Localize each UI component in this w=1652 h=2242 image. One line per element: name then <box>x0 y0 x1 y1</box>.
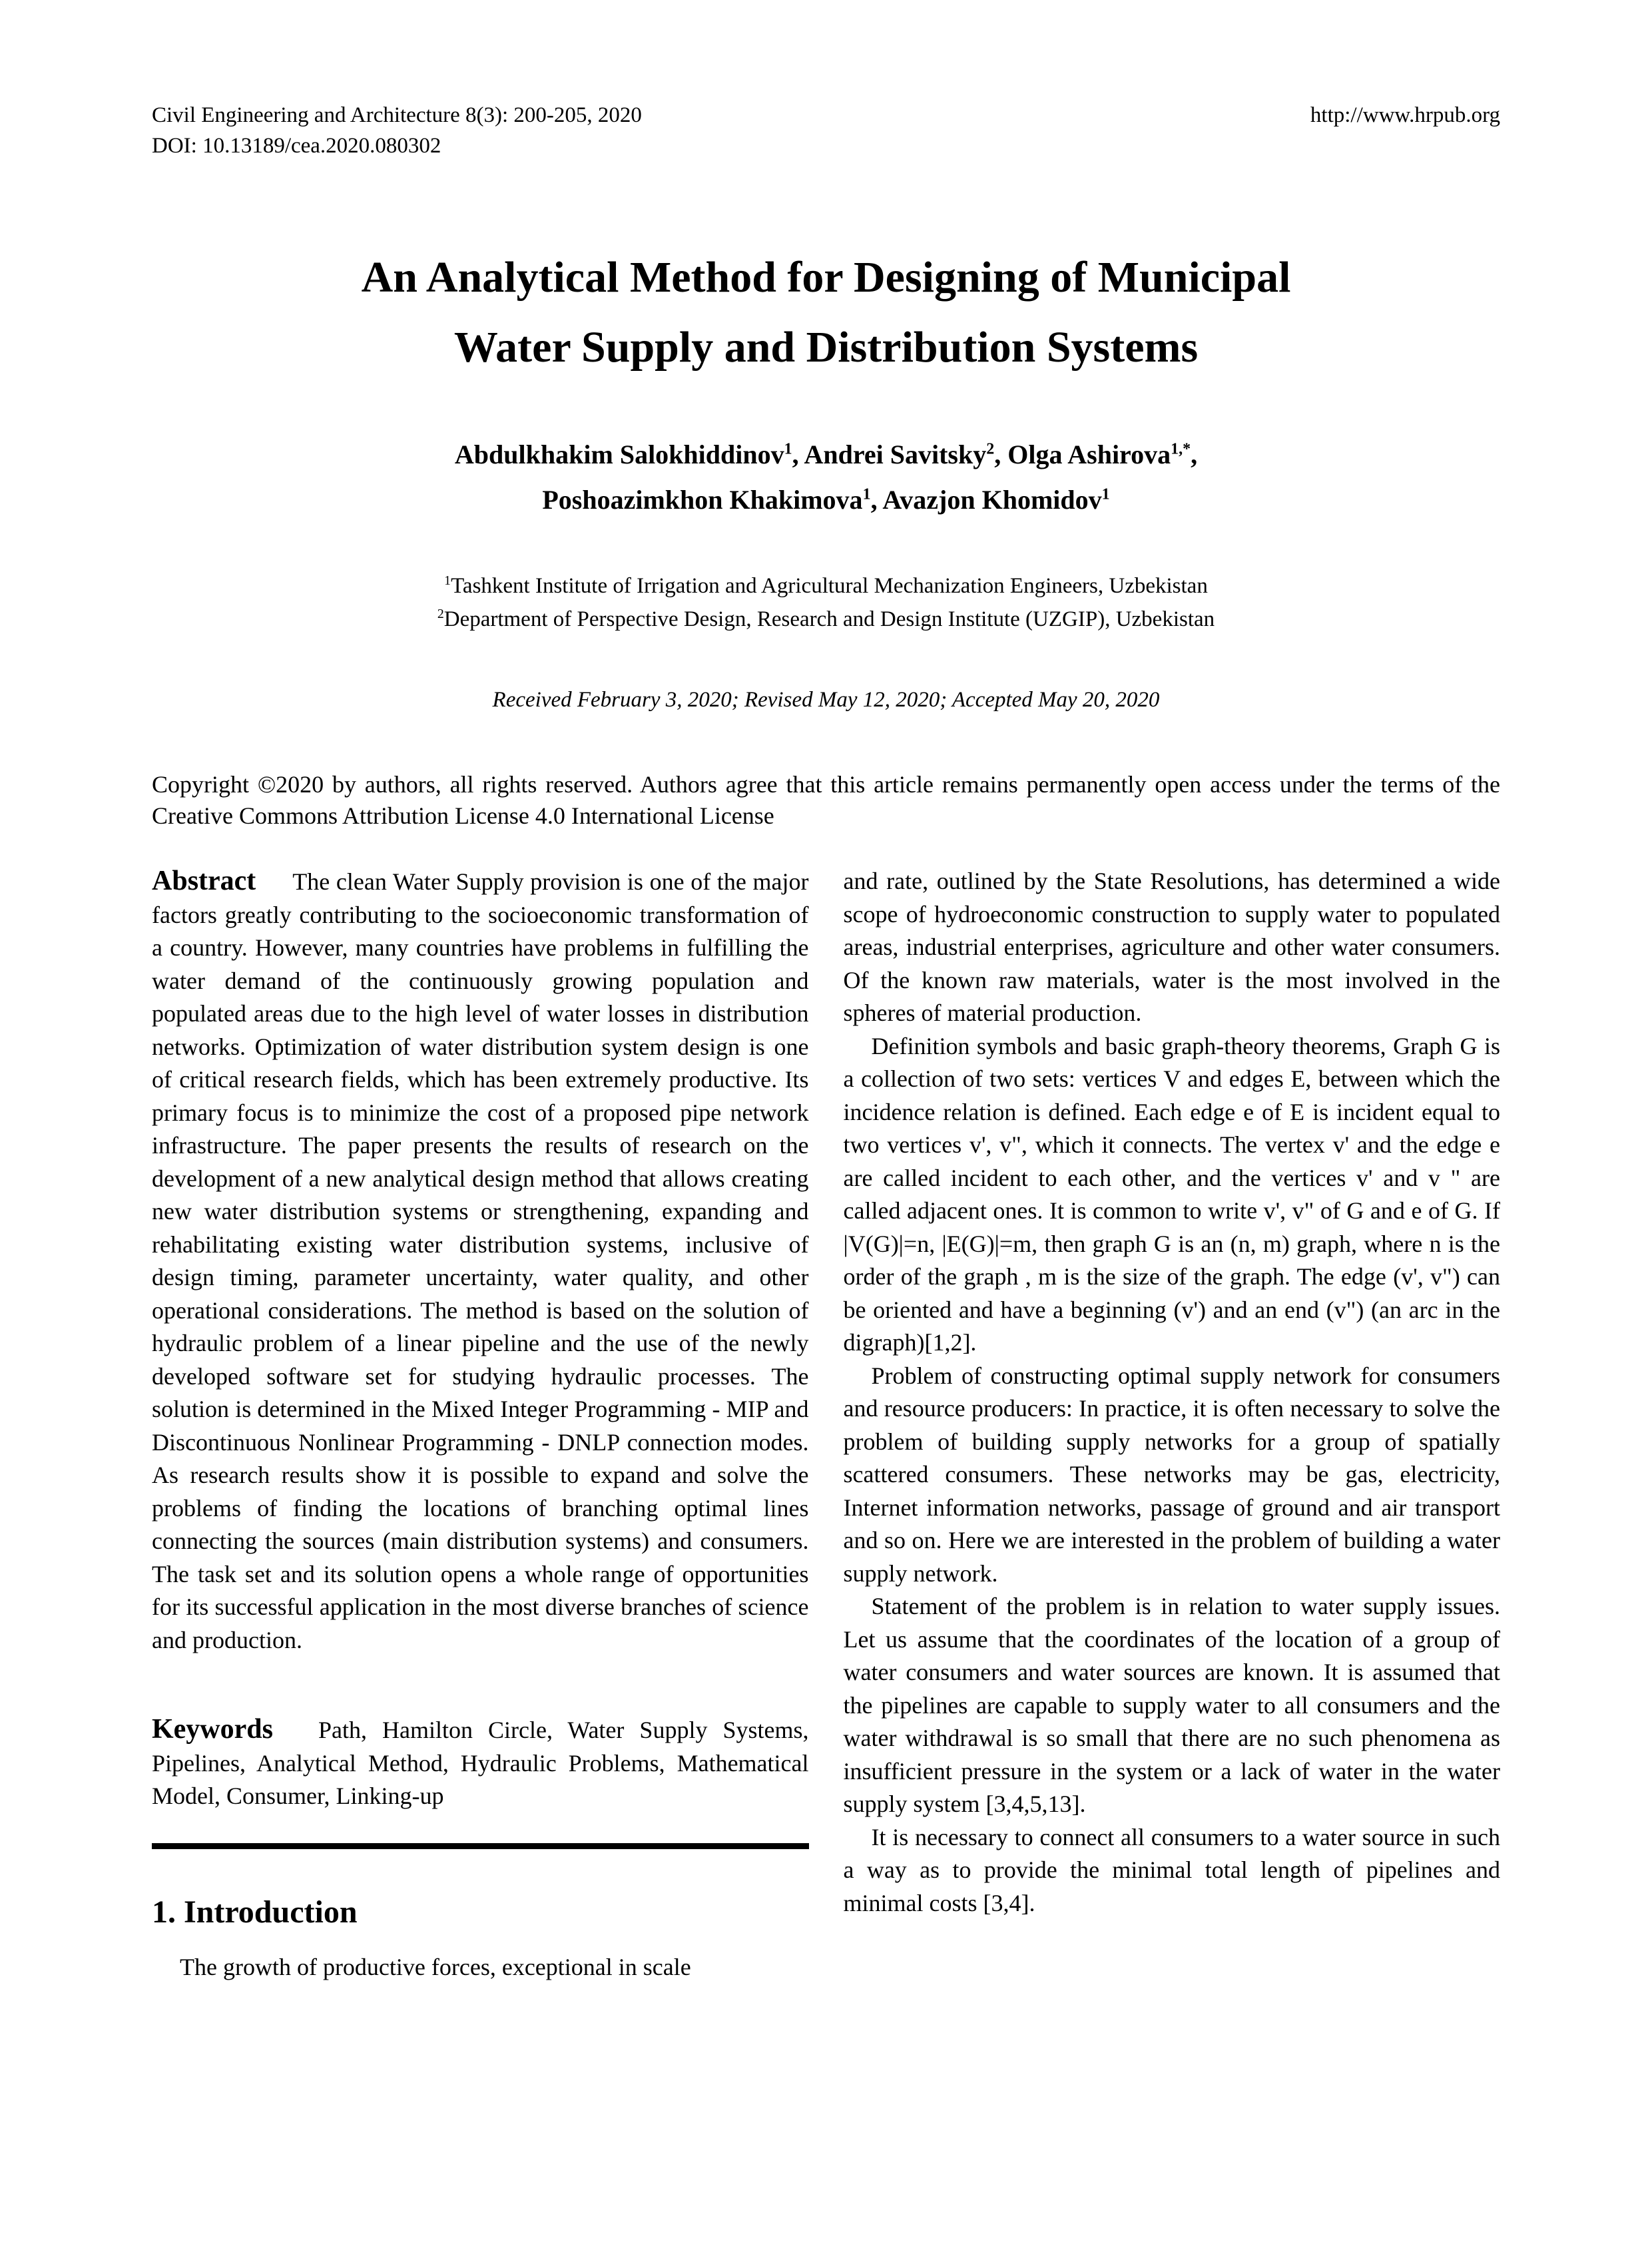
keywords-label: Keywords <box>152 1714 273 1745</box>
affiliation-1 <box>152 569 1500 603</box>
author-affiliation-mark: 2 <box>986 440 995 458</box>
left-column <box>152 865 809 1984</box>
affiliation-mark: 1 <box>444 573 451 588</box>
body-paragraph: Problem of constructing optimal supply network for consumers and resource producers: In practice, it is often necessary to solve the problem of building supply networks for a group of spatially scattered consumers. These networks may be gas, electricity, Internet information networks, passage of ground and air transport and so on. Here we are interested in the problem of building a water supply network. <box>843 1362 1500 1587</box>
affiliation-text: Tashkent Institute of Irrigation and Agricultural Mechanization Engineers, Uzbekistan <box>451 574 1208 598</box>
author-separator: , <box>870 485 883 515</box>
introduction-heading: 1. Introduction <box>152 1894 358 1930</box>
introduction-paragraph: The growth of productive forces, exceptional in scale <box>180 1953 691 1980</box>
abstract-section <box>152 865 809 1657</box>
journal-citation: Civil Engineering and Architecture 8(3): 200-205, 2020 <box>152 103 642 127</box>
body-paragraph: It is necessary to connect all consumers to a water source in such a way as to provide the minimal total length of pipelines and minimal costs [3,4]. <box>843 1823 1500 1916</box>
paper-title <box>152 242 1500 382</box>
two-column-body <box>152 865 1500 1984</box>
author-separator: , <box>1191 439 1198 469</box>
author-name: Olga Ashirova <box>1007 439 1171 469</box>
affiliation-text: Department of Perspective Design, Research and Design Institute (UZGIP), Uzbekistan <box>443 607 1215 631</box>
affiliation-mark: 2 <box>437 607 444 621</box>
received-revised-accepted-dates: Received February 3, 2020; Revised May 12, 2020; Accepted May 20, 2020 <box>492 688 1160 712</box>
journal-info <box>152 100 642 161</box>
author-separator: , <box>792 439 804 469</box>
right-column <box>844 865 1501 1984</box>
paper-title-line-1: An Analytical Method for Designing of Municipal <box>361 253 1291 302</box>
abstract-label: Abstract <box>152 866 256 896</box>
author-name: Poshoazimkhon Khakimova <box>542 485 863 515</box>
author-name: Avazjon Khomidov <box>882 485 1102 515</box>
abstract-text: The clean Water Supply provision is one of the major factors greatly contributing to the socioeconomic transformation of a country. However, many countries have problems in fulfilling the water demand of the continuously growing population and populated areas due to the high level of water losses in distribution networks. Optimization of water distribution system design is one of critical research fields, which has been extremely productive. Its primary focus is to minimize the cost of a proposed pipe network infrastructure. The paper presents the results of research on the development of a new analytical design method that allows creating new water distribution systems or strengthening, expanding and rehabilitating existing water distribution systems, inclusive of design timing, parameter uncertainty, water quality, and other operational considerations. The method is based on the solution of hydraulic problem of a linear pipeline and the use of the newly developed software set for studying hydraulic processes. The solution is determined in the Mixed Integer Programming - MIP and Discontinuous Nonlinear Programming - DNLP connection modes. As research results show it is possible to expand and solve the problems of finding the locations of branching optimal lines connecting the sources (main distribution systems) and consumers. The task set and its solution opens a whole range of opportunities for its successful application in the most diverse branches of science and production. <box>152 868 809 1653</box>
section-divider-rule <box>152 1843 809 1849</box>
body-paragraph: Definition symbols and basic graph-theory theorems, Graph G is a collection of two sets: vertices V and edges E, between which the incidence relation is defined. Each edge e of E is incident equal to two vertices v', v", which it connects. The vertex v' and the edge e are called incident to each other, and the vertices v' and v " are called adjacent ones. It is common to write v', v" of G and e of G. If |V(G)|=n, |E(G)|=m, then graph G is an (n, m) graph, where n is the order of the graph , m is the size of the graph. The edge (v', v") can be oriented and have a beginning (v') and an end (v") (an arc in the digraph)[1,2]. <box>843 1032 1500 1356</box>
authors-block <box>152 432 1500 523</box>
author-name: Andrei Savitsky <box>804 439 987 469</box>
author-affiliation-mark: 1 <box>1101 485 1110 503</box>
keywords-section <box>152 1713 809 1813</box>
body-paragraph: Statement of the problem is in relation to water supply issues. Let us assume that the coordinates of the location of a group of water consumers and water sources are known. It is assumed that the pipelines are capable to supply water to all consumers and the water withdrawal is so small that there are no such phenomena as insufficient pressure in the system or a lack of water in the water supply system [3,4,5,13]. <box>843 1593 1500 1817</box>
author-separator: , <box>994 439 1008 469</box>
affiliation-2 <box>152 603 1500 636</box>
doi-text: DOI: 10.13189/cea.2020.080302 <box>152 134 441 158</box>
affiliations-block <box>152 569 1500 636</box>
authors-line-2 <box>152 477 1500 523</box>
body-paragraph: and rate, outlined by the State Resolutions, has determined a wide scope of hydroeconomic construction to supply water to populated areas, industrial enterprises, agriculture and other water consumers. Of the known raw materials, water is the most involved in the spheres of material production. <box>843 868 1500 1026</box>
journal-header <box>152 0 1500 161</box>
author-name: Abdulkhakim Salokhiddinov <box>454 439 784 469</box>
author-affiliation-mark: 1,* <box>1171 440 1191 458</box>
journal-url: http://www.hrpub.org <box>1310 103 1500 127</box>
copyright-notice: Copyright ©2020 by authors, all rights reserved. Authors agree that this article remains permanently open access under the terms of the Creative Commons Attribution License 4.0 International License <box>152 771 1500 829</box>
author-affiliation-mark: 1 <box>784 440 792 458</box>
authors-line-1 <box>152 432 1500 477</box>
keywords-text: Path, Hamilton Circle, Water Supply Systems, Pipelines, Analytical Method, Hydraulic Problems, Mathematical Model, Consumer, Linking-up <box>152 1717 809 1809</box>
author-affiliation-mark: 1 <box>862 485 871 503</box>
paper-title-line-2: Water Supply and Distribution Systems <box>453 323 1199 372</box>
